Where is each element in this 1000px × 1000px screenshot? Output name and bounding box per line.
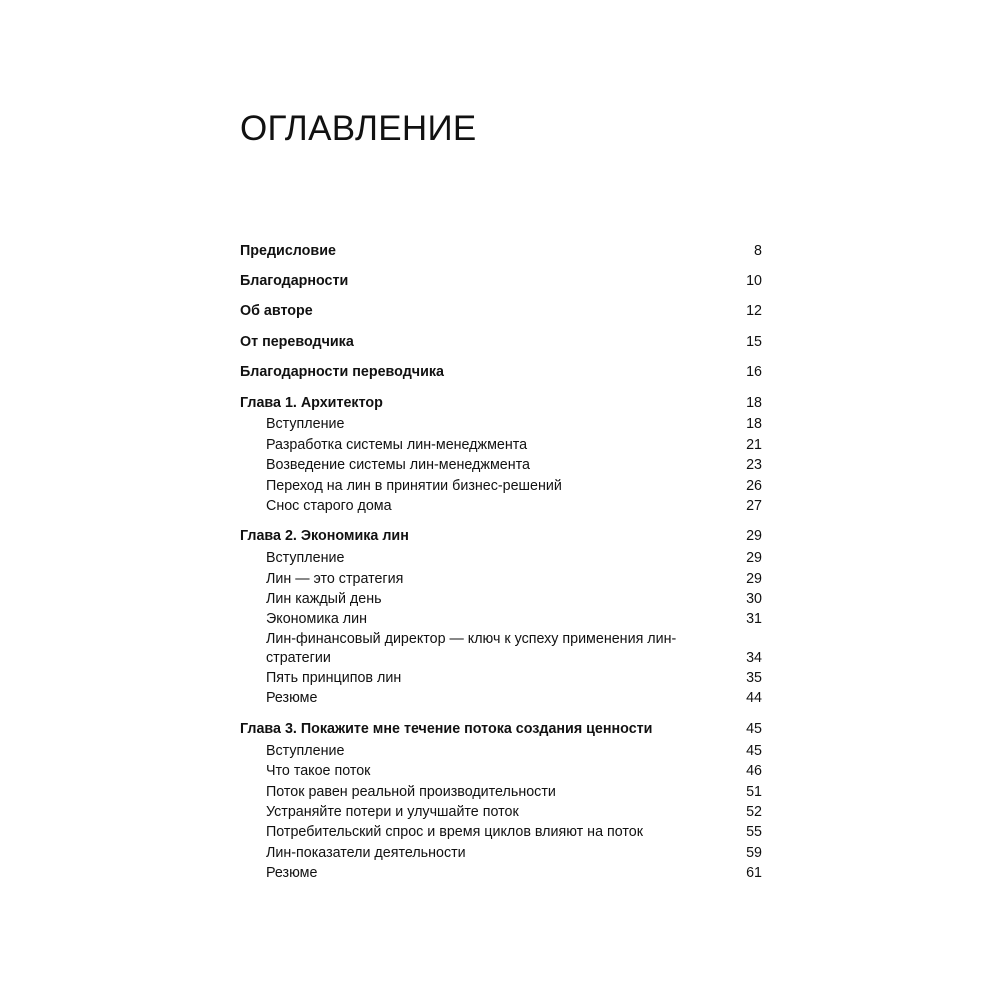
- toc-entry-label: Лин каждый день: [266, 591, 382, 607]
- toc-entry-translator-thanks: [240, 363, 762, 382]
- toc-entry-page: 59: [746, 845, 762, 861]
- toc-entry-label: Лин — это стратегия: [266, 571, 404, 587]
- toc-entry-page: 30: [746, 591, 762, 607]
- toc-entry-label: Лин-показатели деятельности: [266, 845, 466, 861]
- toc-entry-page: 61: [746, 865, 762, 881]
- toc-subentry: [240, 844, 762, 863]
- toc-entry-label: Что такое поток: [266, 763, 371, 779]
- toc-entry-page: 51: [746, 784, 762, 800]
- toc-subentry: [240, 436, 762, 455]
- page-title: ОГЛАВЛЕНИЕ: [240, 109, 477, 148]
- toc-entry-label: Благодарности переводчика: [240, 364, 444, 380]
- toc-entry-label: Экономика лин: [266, 611, 368, 627]
- toc-subentry: [240, 762, 762, 781]
- toc-entry-label: Об авторе: [240, 303, 313, 319]
- toc-entry-page: 45: [746, 743, 762, 759]
- toc-subentry: [240, 742, 762, 761]
- toc-subentry: [240, 669, 762, 688]
- toc-entry-label: Благодарности: [240, 273, 349, 289]
- toc-entry-translator-note: [240, 333, 762, 352]
- toc-entry-page: 29: [746, 571, 762, 587]
- toc-entry-label: Лин-финансовый директор — ключ к успеху применения лин-стратегии: [266, 631, 677, 666]
- toc-subentry: [240, 610, 762, 629]
- toc-entry-page: 46: [746, 763, 762, 779]
- toc-entry-page: 21: [746, 437, 762, 453]
- toc-entry-page: 34: [746, 650, 762, 666]
- toc-entry-label: Устраняйте потери и улучшайте поток: [266, 804, 519, 820]
- toc-entry-page: 12: [746, 303, 762, 319]
- toc-entry-page: 15: [746, 334, 762, 350]
- toc-chapter-3: [240, 720, 762, 739]
- toc-subentry: [240, 803, 762, 822]
- toc-subentry: [240, 864, 762, 883]
- toc-subentry: [240, 456, 762, 475]
- toc-entry-page: 8: [754, 243, 762, 259]
- toc-entry-label: Потребительский спрос и время циклов влияют на поток: [266, 824, 643, 840]
- toc-entry-page: 35: [746, 670, 762, 686]
- toc-subentry: [240, 497, 762, 516]
- toc-entry-acknowledgements: [240, 272, 762, 291]
- toc-entry-label: Поток равен реальной производительности: [266, 784, 556, 800]
- toc-entry-label: Глава 1. Архитектор: [240, 395, 383, 411]
- toc-entry-page: 26: [746, 478, 762, 494]
- toc-subentry: [240, 783, 762, 802]
- toc-entry-page: 29: [746, 550, 762, 566]
- toc-entry-label: Пять принципов лин: [266, 670, 402, 686]
- toc-entry-label: Вступление: [266, 416, 345, 432]
- toc-entry-page: 31: [746, 611, 762, 627]
- toc-entry-page: 45: [746, 721, 762, 737]
- toc-entry-page: 29: [746, 528, 762, 544]
- toc-entry-page: 23: [746, 457, 762, 473]
- toc-entry-label: Вступление: [266, 743, 345, 759]
- toc-subentry: [240, 549, 762, 568]
- toc-entry-label: Снос старого дома: [266, 498, 392, 514]
- toc-chapter-1: [240, 394, 762, 413]
- toc-entry-label: Глава 2. Экономика лин: [240, 528, 409, 544]
- toc-subentry: [240, 570, 762, 589]
- toc-entry-label: Возведение системы лин-менеджмента: [266, 457, 530, 473]
- toc-entry-about-author: [240, 302, 762, 321]
- toc-entry-page: 55: [746, 824, 762, 840]
- toc-entry-page: 16: [746, 364, 762, 380]
- toc-subentry: [240, 823, 762, 842]
- toc-entry-label: Вступление: [266, 550, 345, 566]
- table-of-contents: [240, 0, 762, 1000]
- toc-entry-page: 27: [746, 498, 762, 514]
- toc-chapter-2: [240, 527, 762, 546]
- toc-entry-label: Предисловие: [240, 243, 336, 259]
- toc-entry-label: Резюме: [266, 690, 318, 706]
- toc-entry-page: 10: [746, 273, 762, 289]
- toc-subentry: [240, 415, 762, 434]
- toc-entry-label: Глава 3. Покажите мне течение потока создания ценности: [240, 721, 653, 737]
- toc-subentry: [240, 630, 762, 668]
- toc-entry-label: От переводчика: [240, 334, 354, 350]
- toc-entry-label: Резюме: [266, 865, 318, 881]
- toc-entry-page: 18: [746, 416, 762, 432]
- toc-entry-label: Разработка системы лин-менеджмента: [266, 437, 528, 453]
- toc-entry-page: 18: [746, 395, 762, 411]
- toc-subentry: [240, 689, 762, 708]
- toc-entry-page: 52: [746, 804, 762, 820]
- toc-subentry: [240, 477, 762, 496]
- toc-subentry: [240, 590, 762, 609]
- toc-entry-label: Переход на лин в принятии бизнес-решений: [266, 478, 562, 494]
- toc-entry-preface: [240, 242, 762, 261]
- toc-entry-page: 44: [746, 690, 762, 706]
